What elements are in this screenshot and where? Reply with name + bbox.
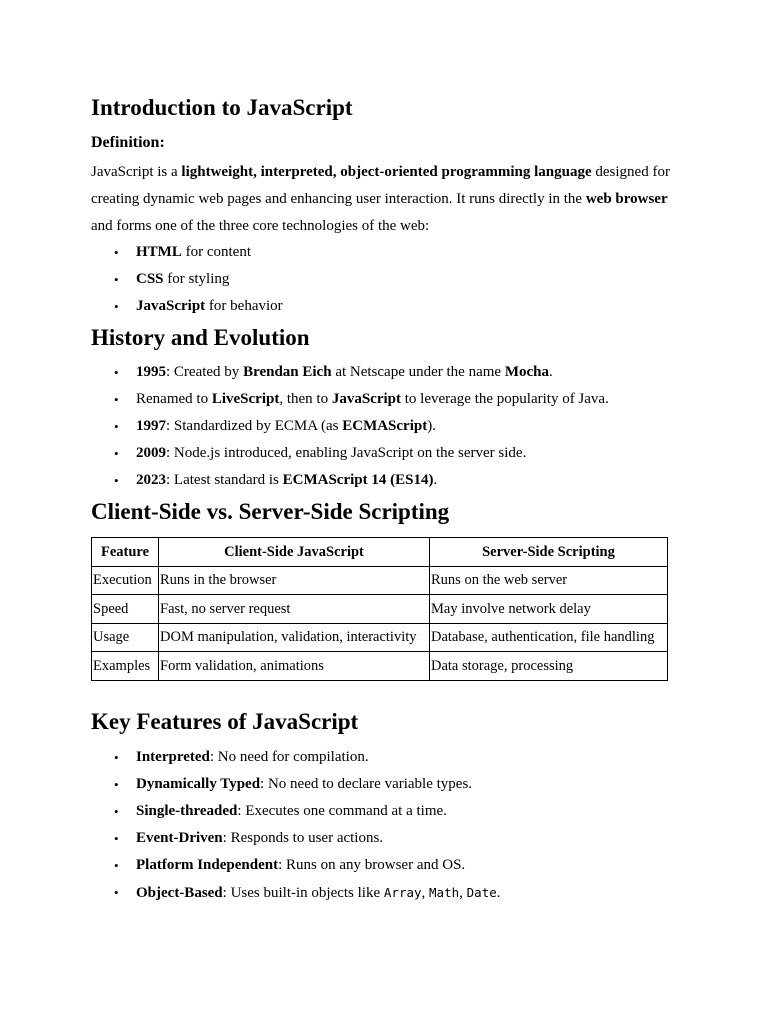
bullet-icon: •: [114, 804, 119, 819]
table-header-row: [92, 538, 668, 567]
list-item: • 1997: Standardized by ECMA (as ECMAScript).: [91, 413, 681, 440]
bullet-icon: •: [114, 831, 119, 846]
table-row: [92, 566, 668, 595]
table-row: [92, 623, 668, 652]
table-cell: May involve network delay: [430, 595, 668, 624]
table-cell: Runs on the web server: [430, 566, 668, 595]
list-item: • Interpreted: No need for compilation.: [91, 744, 681, 771]
definition-paragraph: JavaScript is a lightweight, interpreted, object-oriented programming language designed for creating dynamic web pages and enhancing user interaction. It runs directly in the web browser and forms one of the three core technologies of the web:: [91, 164, 670, 234]
code-array: Array: [383, 885, 422, 900]
code-date: Date: [466, 885, 497, 900]
comparison-heading: Client-Side vs. Server-Side Scripting: [91, 499, 450, 524]
definition-label: Definition:: [91, 134, 165, 151]
bullet-icon: •: [114, 245, 119, 260]
table-row: [92, 652, 668, 681]
table-header-cell: Client-Side JavaScript: [159, 538, 430, 567]
bullet-icon: •: [114, 750, 119, 765]
table-cell: Fast, no server request: [159, 595, 430, 624]
bullet-icon: •: [114, 473, 119, 488]
list-item: • 1995: Created by Brendan Eich at Netscape under the name Mocha.: [91, 359, 681, 386]
table-cell: Usage: [92, 623, 159, 652]
table-cell: Execution: [92, 566, 159, 595]
list-item: • 2009: Node.js introduced, enabling JavaScript on the server side.: [91, 440, 681, 467]
table-cell: Examples: [92, 652, 159, 681]
bullet-icon: •: [114, 419, 119, 434]
bullet-icon: •: [114, 858, 119, 873]
bullet-icon: •: [114, 299, 119, 314]
table-cell: Runs in the browser: [159, 566, 430, 595]
history-list: [91, 359, 681, 494]
table-cell: Form validation, animations: [159, 652, 430, 681]
bullet-icon: •: [114, 392, 119, 407]
list-item: • Single-threaded: Executes one command at a time.: [91, 798, 681, 825]
list-item: • Platform Independent: Runs on any browser and OS.: [91, 852, 681, 879]
comparison-table: [91, 537, 668, 681]
bullet-icon: •: [114, 446, 119, 461]
bullet-icon: •: [114, 885, 119, 900]
table-cell: Data storage, processing: [430, 652, 668, 681]
list-item: • CSS for styling: [91, 266, 681, 293]
bullet-icon: •: [114, 272, 119, 287]
table-header-cell: Feature: [92, 538, 159, 567]
intro-heading: Introduction to JavaScript: [91, 95, 353, 120]
list-item: • Object-Based: Uses built-in objects like Array, Math, Date.: [91, 879, 681, 906]
list-item: • Dynamically Typed: No need to declare variable types.: [91, 771, 681, 798]
list-item: • JavaScript for behavior: [91, 293, 681, 320]
bullet-icon: •: [114, 777, 119, 792]
table-header-cell: Server-Side Scripting: [430, 538, 668, 567]
table-cell: Database, authentication, file handling: [430, 623, 668, 652]
bullet-icon: •: [114, 365, 119, 380]
table-cell: Speed: [92, 595, 159, 624]
history-heading: History and Evolution: [91, 325, 310, 350]
list-item: • Renamed to LiveScript, then to JavaScript to leverage the popularity of Java.: [91, 386, 681, 413]
list-item: • 2023: Latest standard is ECMAScript 14 (ES14).: [91, 467, 681, 494]
table-row: [92, 595, 668, 624]
code-math: Math: [429, 885, 460, 900]
web-technologies-list: [91, 239, 681, 320]
list-item: • HTML for content: [91, 239, 681, 266]
features-heading: Key Features of JavaScript: [91, 709, 359, 734]
list-item: • Event-Driven: Responds to user actions.: [91, 825, 681, 852]
features-list: [91, 744, 681, 906]
table-cell: DOM manipulation, validation, interactivity: [159, 623, 430, 652]
